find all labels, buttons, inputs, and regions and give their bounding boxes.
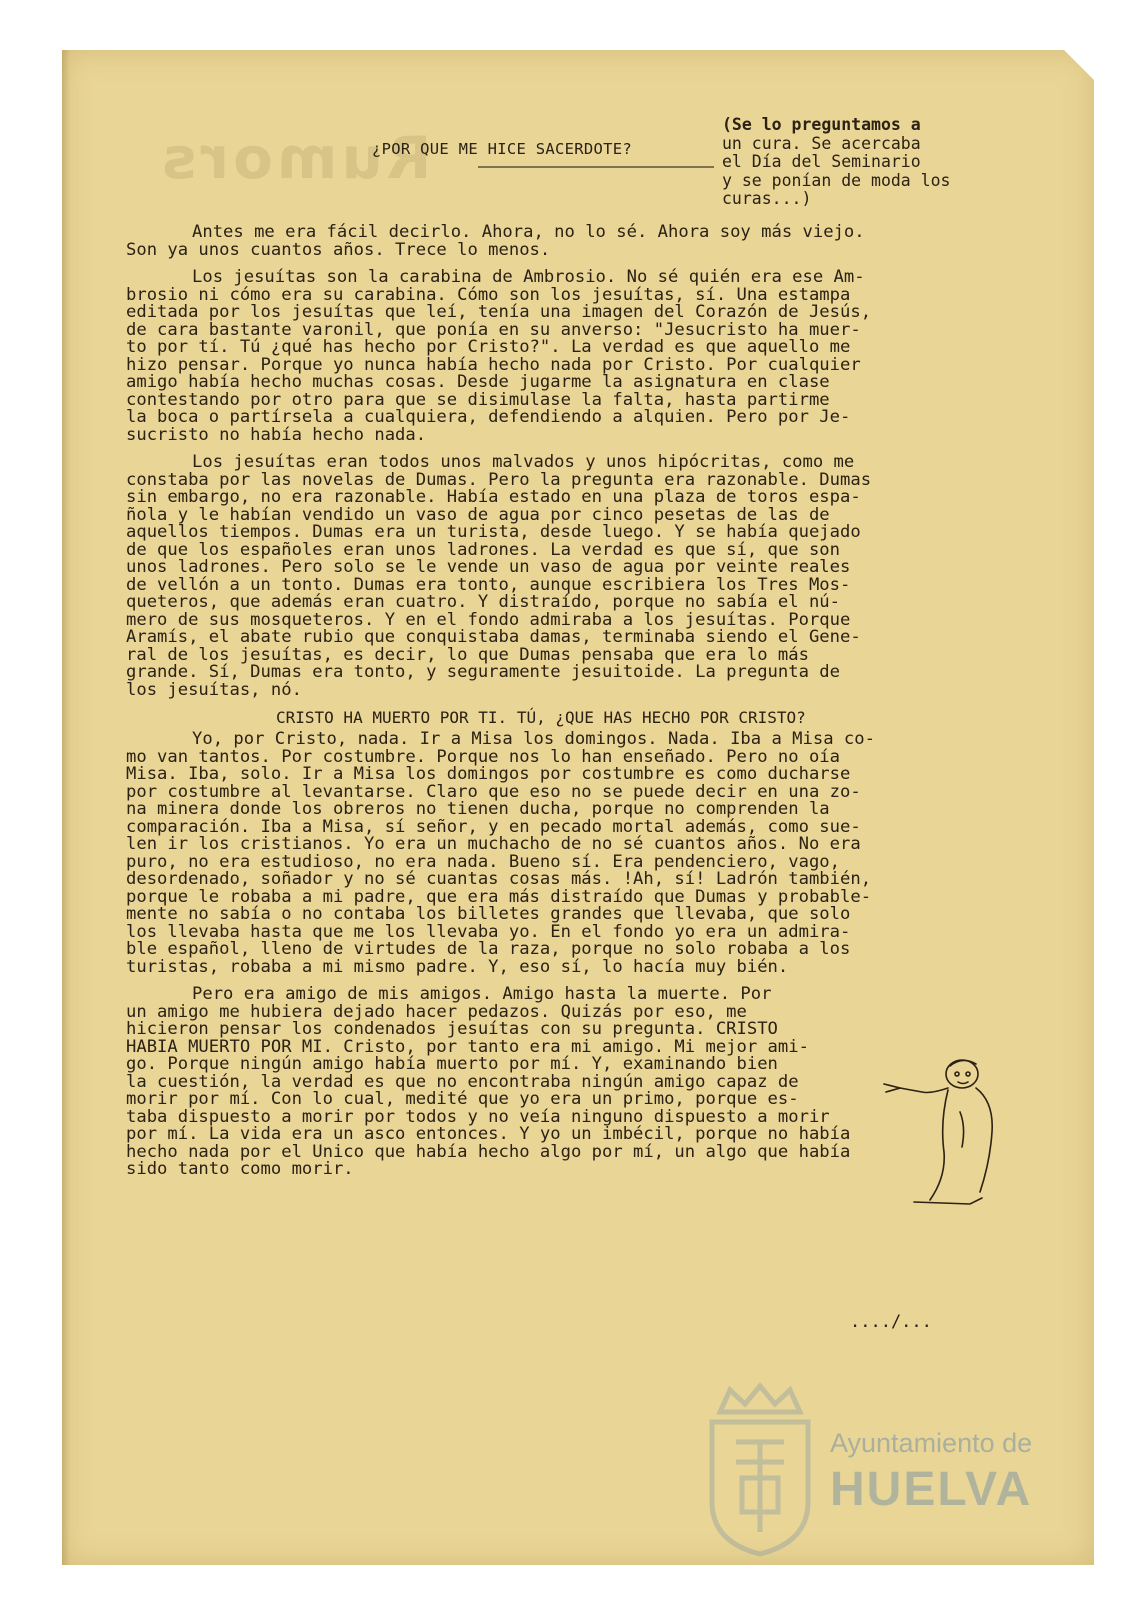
paragraph-4: Yo, por Cristo, nada. Ir a Misa los domingos. Nada. Iba a Misa co- mo van tantos. Por costumbre. Porque nos lo han enseñado. Pero no oía Misa. Iba, solo. Ir a Misa los domingos por costumbre es como ducharse por costumbre al levantarse. Claro que eso no se puede decir en una zo- na minera donde los obreros no tienen ducha, porque no comprenden la comparación. Iba a Misa, sí señor, y en pecado mortal además, como sue- len ir los cristianos. Yo era un muchacho de no sé cuantos años. No era puro, no era estudioso, no era nada. Bueno sí. Era pendenciero, vago, desordenado, soñador y no sé cuantas cosas más. !Ah, sí! Ladrón también, porque le robaba a mi padre, que era más distraído que Dumas y probable- mente no sabía o no contaba los billetes grandes que llevaba, que solo los llevaba hasta que me los llevaba yo. En el fondo yo era un admira- ble español, lleno de virtudes de la raza, porque no solo robaba a los turistas, robaba a mi mismo padre. Y, eso sí, lo hacía muy bién. [126,729,875,977]
bleed-through-heading: Rumors [158,124,432,192]
section-subheading: CRISTO HA MUERTO POR TI. TÚ, ¿QUE HAS HECHO POR CRISTO? [276,708,806,727]
page-torn-corner [1064,50,1094,80]
page-title: ¿POR QUE ME HICE SACERDOTE? [372,140,633,158]
intro-note [722,116,1018,209]
watermark-line-1: Ayuntamiento de [830,1428,1033,1458]
paragraph-5: Pero era amigo de mis amigos. Amigo hasta la muerte. Por un amigo me hubiera dejado hacer pedazos. Quizás por eso, me hicieron pensar los condenados jesuítas con su pregunta. CRISTO HABIA MUERTO POR MI. Cristo, por tanto era mi amigo. Mi mejor ami- go. Porque ningún amigo había muerto por mí. Y, examinando bien la cuestión, la verdad es que no encontraba ningún amigo capaz de morir por mí. Con lo cual, medité que yo era un primo, porque es- taba dispuesto a morir por todos y no veía ninguno dispuesto a morir por mí. La vida era un asco entonces. Y yo un imbécil, porque no había hecho nada por el Unico que había hecho algo por mí, un algo que había sido tanto como morir. [126,984,851,1179]
intro-note-first-line: (Se lo preguntamos a [722,115,921,134]
watermark-line-2: HUELVA [830,1463,1033,1516]
title-underline [478,166,714,168]
article-body [126,224,1006,1189]
paragraph-2: Los jesuítas son la carabina de Ambrosio. No sé quién era ese Am- brosio ni cómo era su carabina. Cómo son los jesuítas, sí. Una estampa editada por los jesuítas que leí, tenía una imagen del Corazón de Jesús, de cara bastante varonil, que ponía en su anverso: "Jesucristo ha muer- to por tí. Tú ¿qué has hecho por Cristo?". La verdad es que aquello me hizo pensar. Porque yo nunca había hecho nada por Cristo. Por cualquier amigo había hecho muchas cosas. Desde jugarme la asignatura en clase contestando por otro para que se disimulase la falta, hasta partirme la boca o partírsela a cualquiera, defendiendo a alquien. Pero por Je- sucristo no había hecho nada. [126,267,872,445]
huelva-coat-of-arms-watermark [700,1382,820,1558]
priest-sketch-drawing [870,1052,1010,1212]
continuation-mark: ..../... [850,1312,932,1332]
paragraph-3: Los jesuítas eran todos unos malvados y unos hipócritas, como me constaba por las novelas de Dumas. Pero la pregunta era razonable. Dumas sin embargo, no era razonable. Había estado en una plaza de toros espa- ñola y le habían vendido un vaso de agua por cinco pesetas de las de aquellos tiempos. Dumas era un turista, desde luego. Y se había quejado de que los españoles eran unos ladrones. La verdad es que sí, que son unos ladrones. Pero solo se le vende un vaso de agua por veinte reales de vellón a un tonto. Dumas era tonto, aunque escribiera los Tres Mos- queteros, que además eran cuatro. Y distraído, porque no sabía el nú- mero de sus mosqueteros. Y en el fondo admiraba a los jesuítas. Porque Aramís, el abate rubio que conquistaba damas, terminaba siendo el Gene- ral de los jesuítas, es decir, lo que Dumas pensaba que era lo más grande. Sí, Dumas era tonto, y seguramente jesuitoide. La pregunta de los jesuítas, nó. [126,452,872,700]
paragraph-1: Antes me era fácil decirlo. Ahora, no lo sé. Ahora soy más viejo. Son ya unos cuantos años. Trece lo menos. [126,222,865,260]
intro-note-body: un cura. Se acercaba el Día del Seminario y se ponían de moda los curas...) [722,133,951,208]
